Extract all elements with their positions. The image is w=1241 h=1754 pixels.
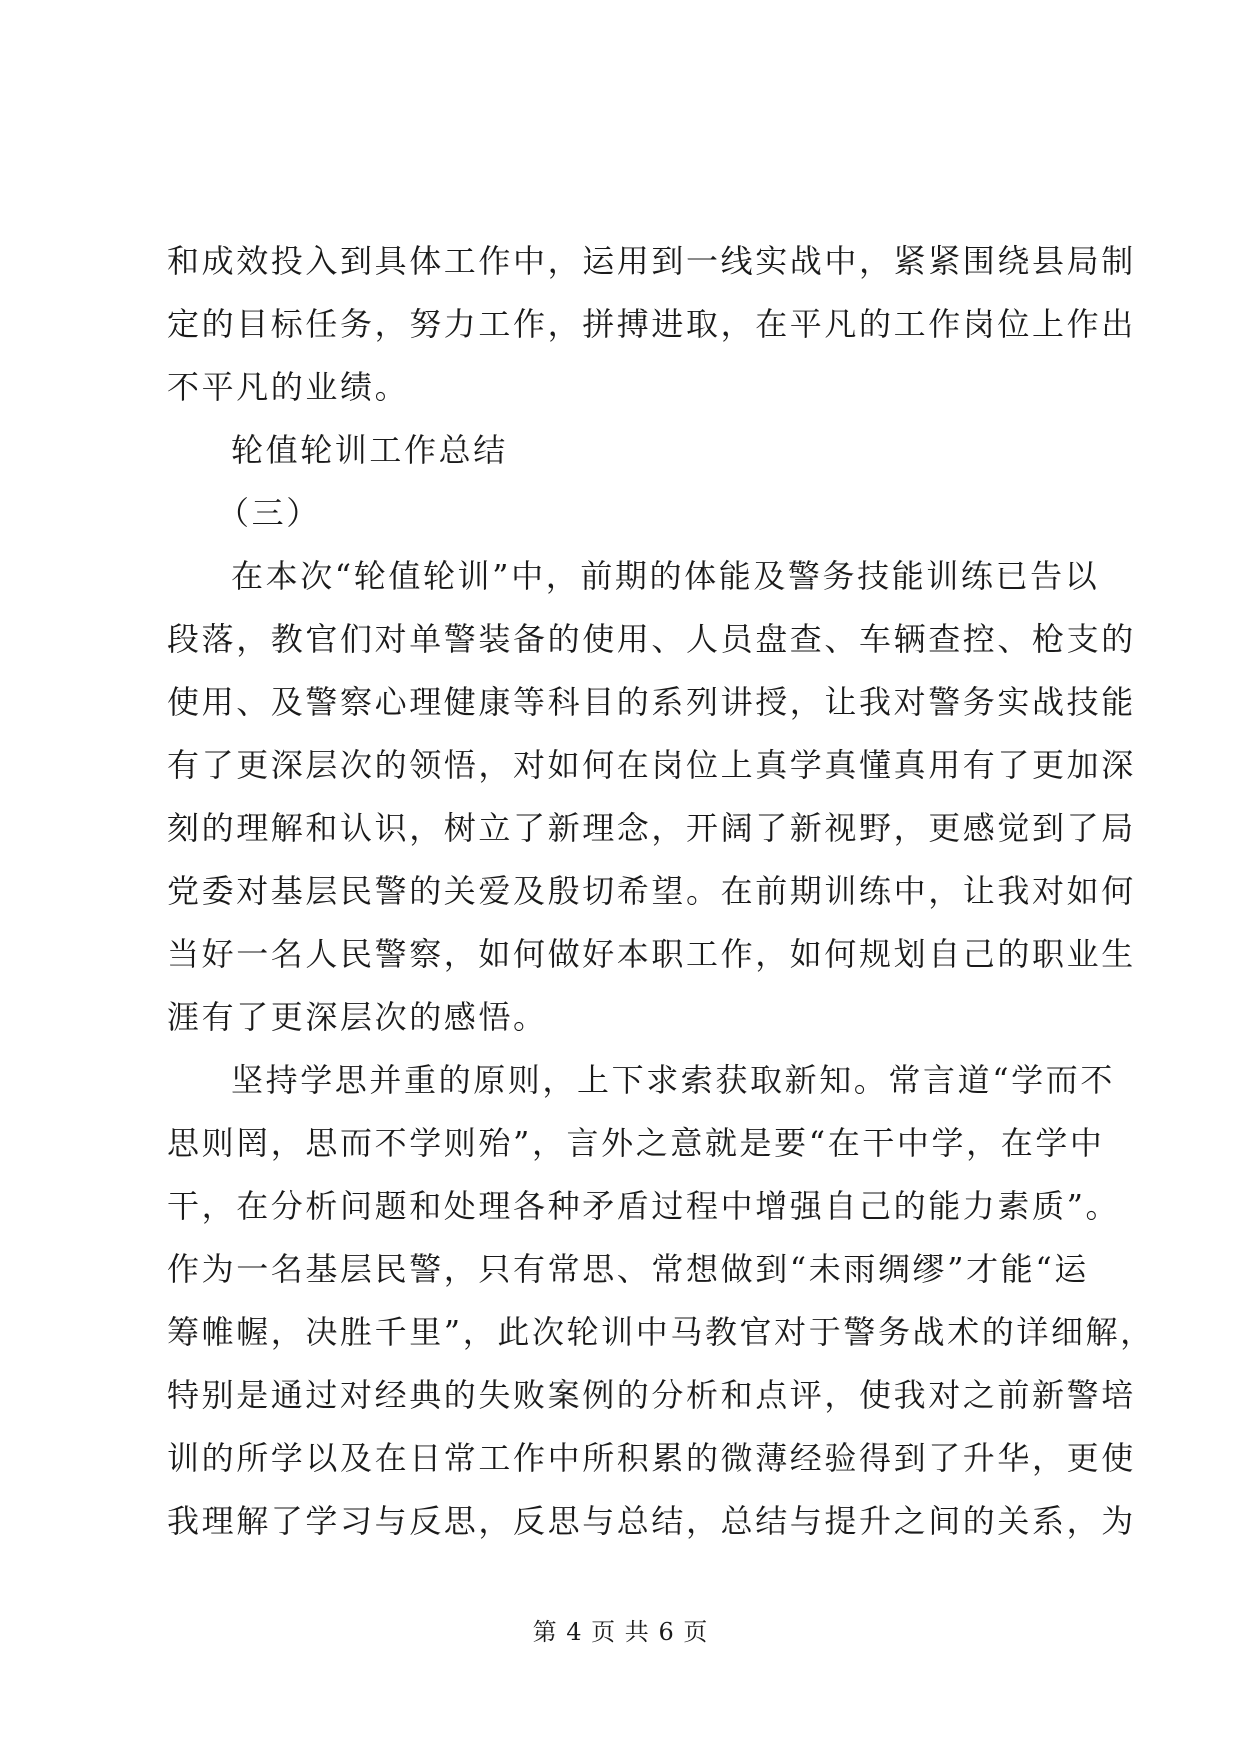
text-line: 坚持学思并重的原则，上下求索获取新知。常言道“学而不 <box>231 1061 1115 1099</box>
text-line: 使用、及警察心理健康等科目的系列讲授，让我对警务实战技能 <box>167 683 1136 721</box>
text-line: 和成效投入到具体工作中，运用到一线实战中，紧紧围绕县局制 <box>167 242 1136 280</box>
text-line: 思则罔，思而不学则殆”，言外之意就是要“在干中学，在学中 <box>167 1124 1105 1162</box>
text-line: 有了更深层次的领悟，对如何在岗位上真学真懂真用有了更加深 <box>167 746 1136 784</box>
text-line: 定的目标任务，努力工作，拼搏进取，在平凡的工作岗位上作出 <box>167 305 1136 343</box>
text-line: 我理解了学习与反思，反思与总结，总结与提升之间的关系，为 <box>167 1502 1136 1540</box>
text-line: 段落，教官们对单警装备的使用、人员盘查、车辆查控、枪支的 <box>167 620 1136 658</box>
text-line: 干，在分析问题和处理各种矛盾过程中增强自己的能力素质”。 <box>167 1187 1121 1225</box>
text-line: 筹帷幄，决胜千里”，此次轮训中马教官对于警务战术的详细解， <box>167 1313 1155 1351</box>
text-line: 在本次“轮值轮训”中，前期的体能及警务技能训练已告以 <box>231 557 1100 595</box>
text-line: 作为一名基层民警，只有常思、常想做到“未雨绸缪”才能“运 <box>167 1250 1089 1288</box>
text-line: 训的所学以及在日常工作中所积累的微薄经验得到了升华，更使 <box>167 1439 1136 1477</box>
section-number: （三） <box>217 494 321 532</box>
text-line: 当好一名人民警察，如何做好本职工作，如何规划自己的职业生 <box>167 935 1136 973</box>
text-line: 涯有了更深层次的感悟。 <box>167 998 548 1036</box>
section-title: 轮值轮训工作总结 <box>231 431 508 469</box>
page-footer: 第 4 页 共 6 页 <box>532 1618 709 1646</box>
text-line: 党委对基层民警的关爱及殷切希望。在前期训练中，让我对如何 <box>167 872 1136 910</box>
body-text <box>167 230 1155 1553</box>
text-line: 不平凡的业绩。 <box>167 368 410 406</box>
text-line: 特别是通过对经典的失败案例的分析和点评，使我对之前新警培 <box>167 1376 1136 1414</box>
text-line: 刻的理解和认识，树立了新理念，开阔了新视野，更感觉到了局 <box>167 809 1136 847</box>
